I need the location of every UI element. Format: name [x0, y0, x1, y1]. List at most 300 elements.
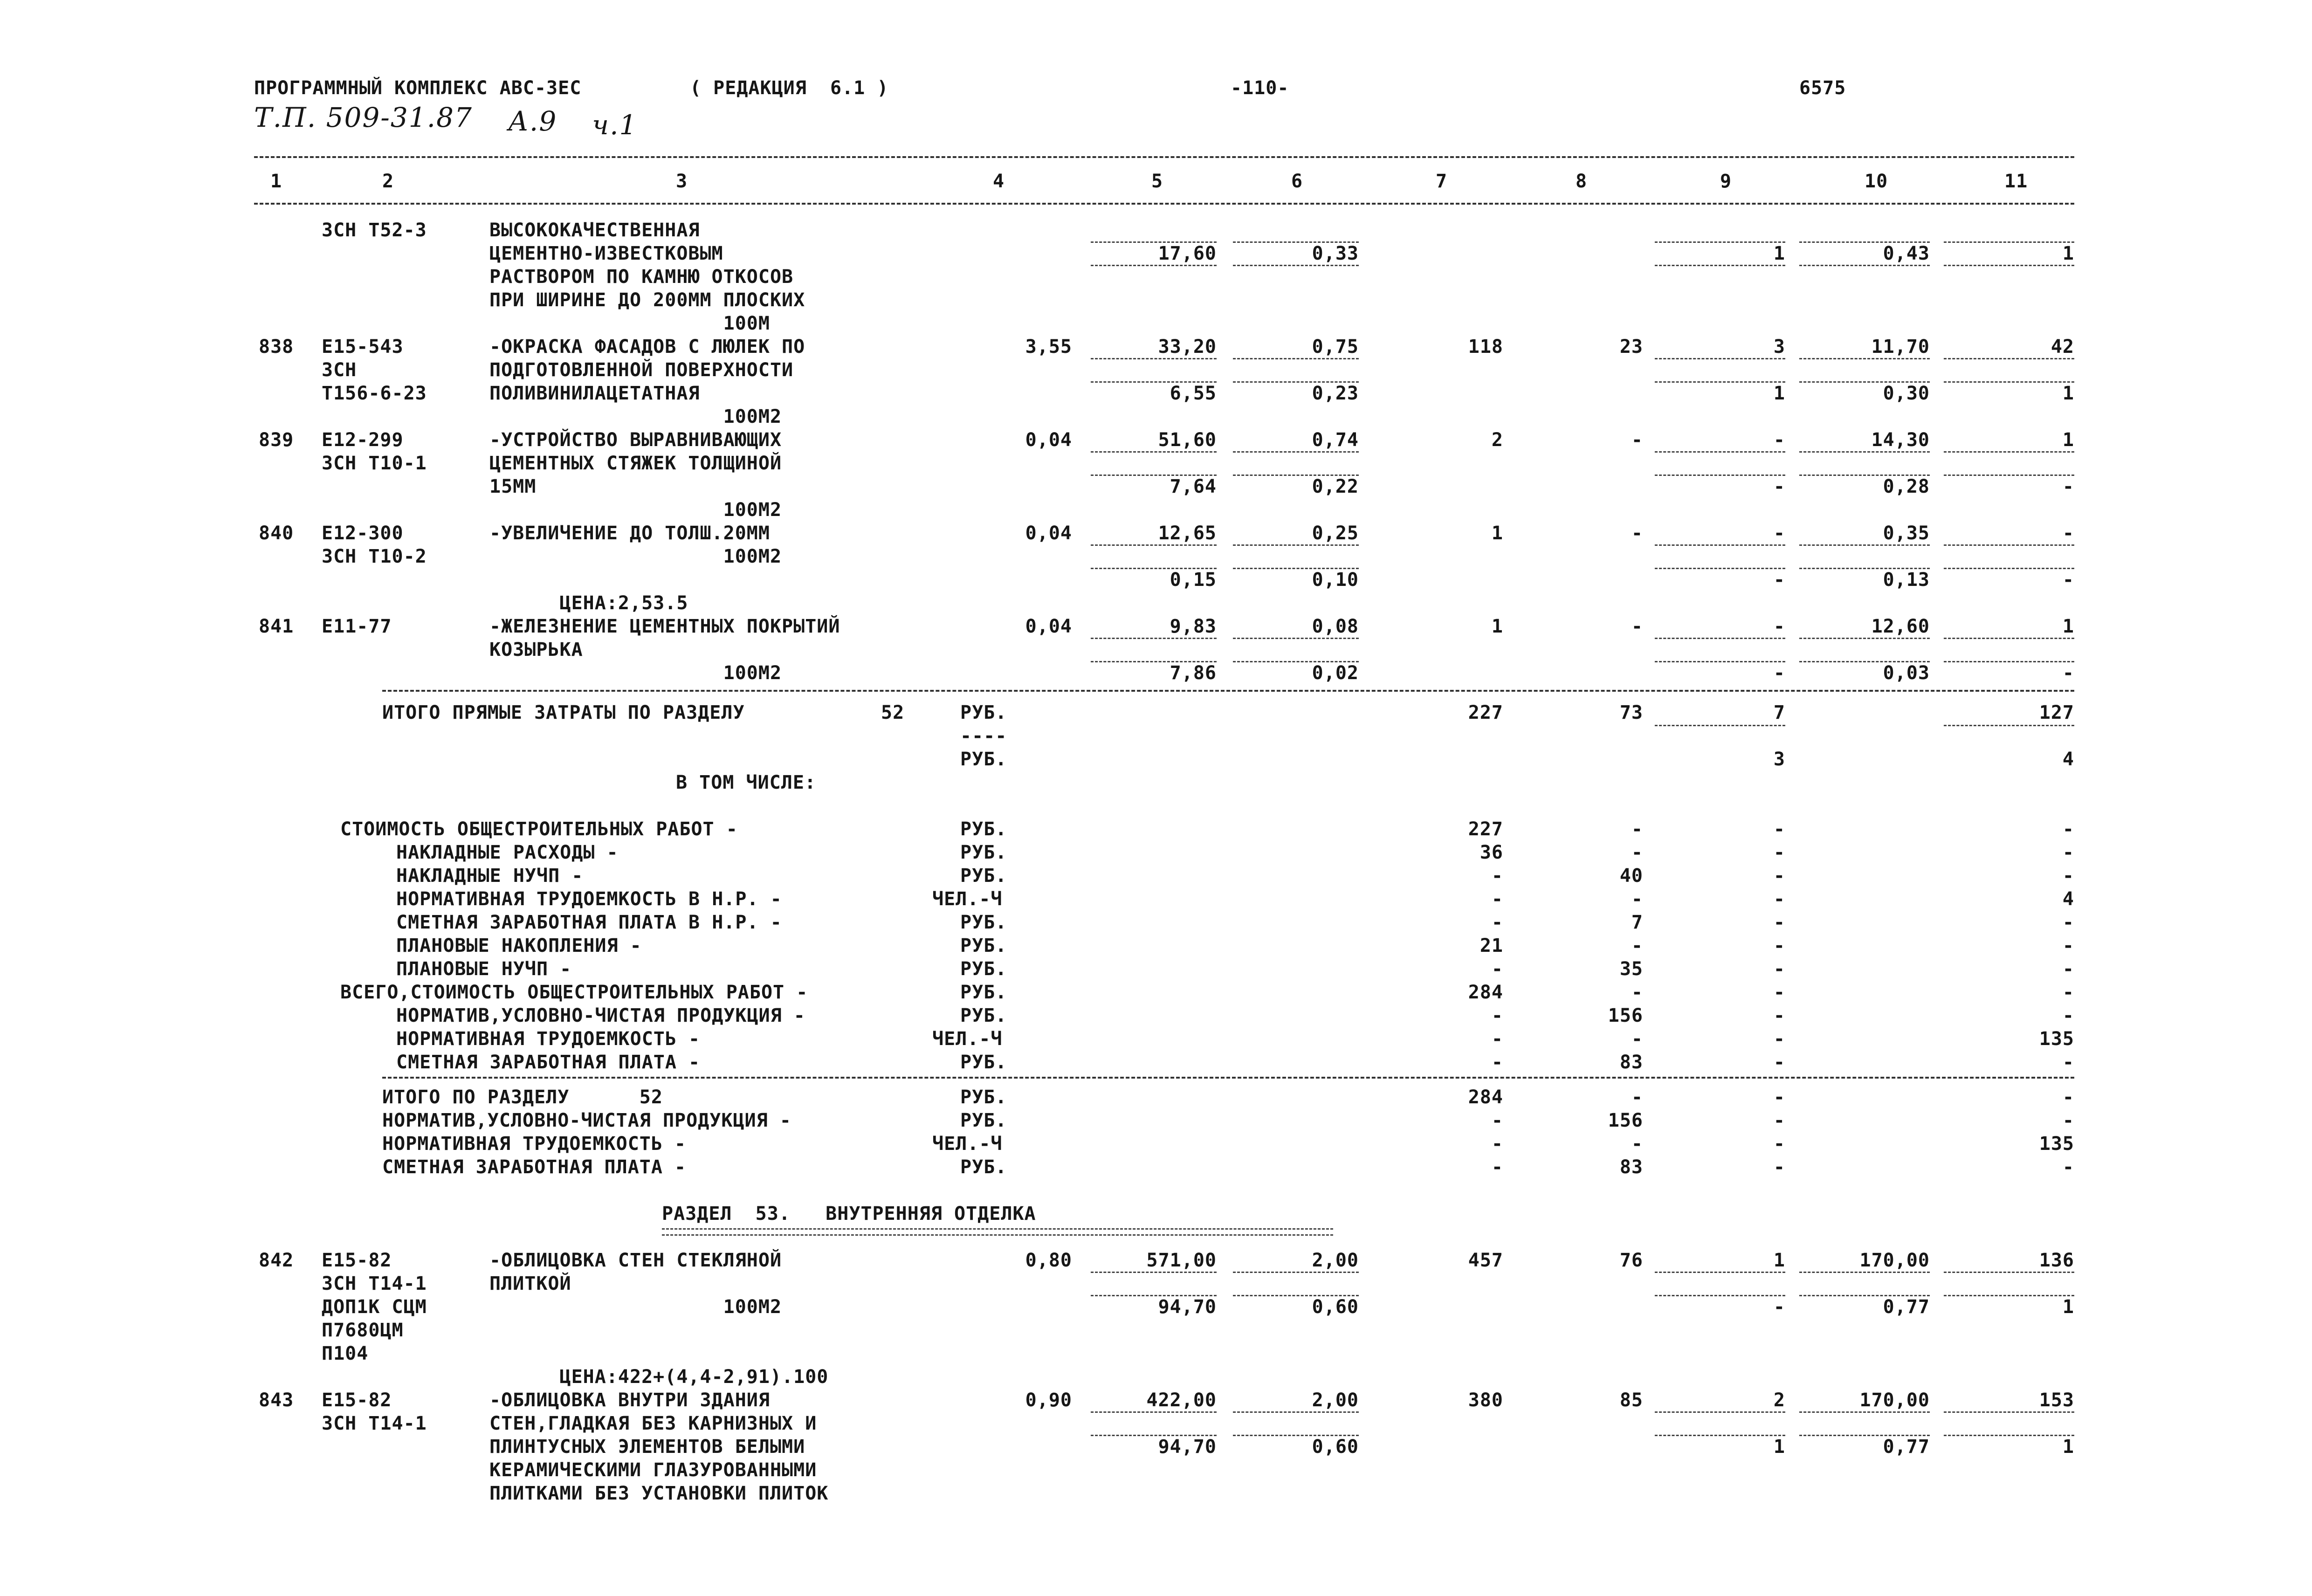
unit-label: РУБ.	[960, 702, 1007, 723]
item2-col3: 100М2	[489, 1296, 782, 1318]
cell-separator	[1944, 358, 2074, 359]
item-col2: Е15-543	[322, 336, 404, 358]
item-col6: 0,08	[1312, 616, 1359, 637]
cell-separator	[1233, 1295, 1359, 1296]
direct-costs-value: 3	[1773, 749, 1785, 770]
item-col3: 100М2	[489, 499, 782, 521]
breakdown-value: 227	[1468, 819, 1503, 840]
cell-separator	[1655, 381, 1785, 383]
item2-col7: 457	[1468, 1250, 1503, 1271]
item2-col4: 0,90	[1025, 1390, 1072, 1411]
breakdown-value: 21	[1479, 935, 1503, 956]
item-col3: -УСТРОЙСТВО ВЫРАВНИВАЮЩИХ	[489, 429, 782, 451]
item2-col10: 170,00	[1859, 1390, 1930, 1411]
breakdown-value: -	[1773, 912, 1785, 933]
direct-costs-section: 52	[881, 702, 905, 723]
cell-separator	[1799, 381, 1930, 383]
dash-marker: ----	[960, 725, 1007, 747]
breakdown-value: 7	[1631, 912, 1643, 933]
column-header: 5	[1151, 171, 1163, 192]
cell-separator	[1233, 1435, 1359, 1436]
item2-col6: 0,60	[1312, 1296, 1359, 1318]
cell-separator	[1233, 1272, 1359, 1273]
breakdown-label: НАКЛАДНЫЕ НУЧП -	[396, 865, 584, 887]
breakdown-value: -	[2062, 819, 2074, 840]
breakdown-value: -	[1773, 842, 1785, 863]
item2-col2: Е15-82	[322, 1250, 392, 1271]
cell-separator	[1233, 358, 1359, 359]
cell-separator	[1799, 1295, 1930, 1296]
item2-col1: 843	[259, 1390, 294, 1411]
item-col9: -	[1773, 429, 1785, 451]
column-header: 11	[2004, 171, 2028, 192]
item-col9: 3	[1773, 336, 1785, 358]
unit-label: РУБ.	[960, 1110, 1007, 1131]
cell-separator	[1944, 1272, 2074, 1273]
item-col11: 1	[2062, 616, 2074, 637]
item-col8: -	[1631, 523, 1643, 544]
item2-col5: 94,70	[1158, 1296, 1217, 1318]
item-col1: 838	[259, 336, 294, 358]
item-col3: 100М2	[489, 546, 782, 567]
section-total-value: 135	[2039, 1133, 2074, 1155]
item-col7: 1	[1491, 523, 1503, 544]
unit-label: РУБ.	[960, 749, 1007, 770]
unit-label: РУБ.	[960, 1005, 1007, 1026]
section-total-label: НОРМАТИВ,УСЛОВНО-ЧИСТАЯ ПРОДУКЦИЯ -	[382, 1110, 791, 1131]
item-col3: ПОЛИВИНИЛАЦЕТАТНАЯ	[489, 383, 700, 404]
item-col5: 6,55	[1170, 383, 1217, 404]
breakdown-label: НАКЛАДНЫЕ РАСХОДЫ -	[396, 842, 619, 863]
item-col5: 12,65	[1158, 523, 1217, 544]
unit-label: РУБ.	[960, 1052, 1007, 1073]
breakdown-value: 4	[2062, 888, 2074, 910]
item-col2: Е12-300	[322, 523, 404, 544]
unit-label: РУБ.	[960, 819, 1007, 840]
cell-separator	[1091, 1272, 1217, 1273]
breakdown-value: -	[2062, 982, 2074, 1003]
unit-label: РУБ.	[960, 1087, 1007, 1108]
item-col6: 0,33	[1312, 243, 1359, 264]
item-col3: 100М2	[489, 662, 782, 684]
item-col11: -	[2062, 523, 2074, 544]
cell-separator	[1655, 725, 1785, 726]
unit-label: РУБ.	[960, 865, 1007, 887]
breakdown-label: ПЛАНОВЫЕ НАКОПЛЕНИЯ -	[396, 935, 642, 956]
item-col3: ЦЕНА:2,53.5	[489, 592, 688, 614]
item2-col11: 153	[2039, 1390, 2074, 1411]
breakdown-value: -	[1631, 935, 1643, 956]
breakdown-value: -	[1773, 1028, 1785, 1050]
item2-col3: ПЛИНТУСНЫХ ЭЛЕМЕНТОВ БЕЛЫМИ	[489, 1436, 805, 1458]
section-total-value: -	[1773, 1133, 1785, 1155]
section-total-label: ИТОГО ПО РАЗДЕЛУ 52	[382, 1087, 663, 1108]
item2-col8: 76	[1619, 1250, 1643, 1271]
cell-separator	[1799, 1272, 1930, 1273]
item-col10: 12,60	[1871, 616, 1930, 637]
breakdown-value: -	[2062, 842, 2074, 863]
item-col2: ЗСН Т10-1	[322, 453, 427, 474]
breakdown-label: СМЕТНАЯ ЗАРАБОТНАЯ ПЛАТА -	[396, 1052, 701, 1073]
unit-label: РУБ.	[960, 1156, 1007, 1178]
column-header: 1	[270, 171, 282, 192]
column-header: 9	[1720, 171, 1732, 192]
cell-separator	[1655, 1411, 1785, 1413]
cell-separator	[1233, 381, 1359, 383]
cell-separator	[1799, 475, 1930, 476]
breakdown-value: 156	[1608, 1005, 1643, 1026]
unit-label: РУБ.	[960, 842, 1007, 863]
section-title: РАЗДЕЛ 53. ВНУТРЕННЯЯ ОТДЕЛКА	[662, 1203, 1036, 1225]
page-number: -110-	[1231, 77, 1289, 99]
item-col10: 0,13	[1883, 569, 1930, 591]
cell-separator	[1799, 638, 1930, 639]
unit-label: РУБ.	[960, 982, 1007, 1003]
item2-col9: 1	[1773, 1250, 1785, 1271]
cell-separator	[1091, 638, 1217, 639]
cell-separator	[1655, 568, 1785, 569]
cell-separator	[1091, 568, 1217, 569]
item-col3: РАСТВОРОМ ПО КАМНЮ ОТКОСОВ	[489, 266, 794, 288]
handwritten-album: А.9	[508, 105, 557, 137]
section-total-value: -	[1773, 1110, 1785, 1131]
column-header: 7	[1436, 171, 1448, 192]
item-col1: 841	[259, 616, 294, 637]
cell-separator	[1944, 661, 2074, 662]
breakdown-value: -	[2062, 1052, 2074, 1073]
cell-separator	[1944, 1411, 2074, 1413]
item2-col3: ЦЕНА:422+(4,4-2,91).100	[489, 1366, 829, 1388]
direct-costs-label: ИТОГО ПРЯМЫЕ ЗАТРАТЫ ПО РАЗДЕЛУ	[382, 702, 745, 723]
cell-separator	[1233, 451, 1359, 453]
item2-col10: 0,77	[1883, 1296, 1930, 1318]
item-col3: -УВЕЛИЧЕНИЕ ДО ТОЛШ.20ММ	[489, 523, 770, 544]
cell-separator	[1091, 451, 1217, 453]
breakdown-value: -	[2062, 935, 2074, 956]
breakdown-value: -	[1773, 1052, 1785, 1073]
direct-costs-value: 4	[2062, 749, 2074, 770]
cell-separator	[1655, 1272, 1785, 1273]
cell-separator	[1091, 265, 1217, 266]
breakdown-label: ВСЕГО,СТОИМОСТЬ ОБЩЕСТРОИТЕЛЬНЫХ РАБОТ -	[340, 982, 808, 1003]
breakdown-value: -	[1491, 958, 1503, 980]
item-col7: 1	[1491, 616, 1503, 637]
breakdown-value: -	[2062, 865, 2074, 887]
section-total-value: -	[1491, 1110, 1503, 1131]
item-col5: 51,60	[1158, 429, 1217, 451]
cell-separator	[1091, 475, 1217, 476]
cell-separator	[1655, 241, 1785, 243]
cell-separator	[1091, 544, 1217, 546]
direct-costs-value: 7	[1773, 702, 1785, 723]
direct-costs-value: 73	[1619, 702, 1643, 723]
item-col10: 0,30	[1883, 383, 1930, 404]
item2-col5: 571,00	[1146, 1250, 1217, 1271]
item-col5: 7,86	[1170, 662, 1217, 684]
item2-col6: 0,60	[1312, 1436, 1359, 1458]
unit-label: ЧЕЛ.-Ч	[932, 1133, 1003, 1155]
column-header: 3	[676, 171, 688, 192]
item-col11: 1	[2062, 243, 2074, 264]
column-header: 2	[382, 171, 394, 192]
cell-separator	[1944, 241, 2074, 243]
breakdown-value: -	[1491, 865, 1503, 887]
cell-separator	[1655, 451, 1785, 453]
cell-separator	[1091, 241, 1217, 243]
breakdown-label: НОРМАТИВ,УСЛОВНО-ЧИСТАЯ ПРОДУКЦИЯ -	[396, 1005, 805, 1026]
item-col6: 0,10	[1312, 569, 1359, 591]
breakdown-label: ПЛАНОВЫЕ НУЧП -	[396, 958, 572, 980]
breakdown-value: -	[1773, 865, 1785, 887]
document-number: 6575	[1799, 77, 1846, 99]
edition-label: ( РЕДАКЦИЯ 6.1 )	[690, 77, 889, 99]
cell-separator	[1091, 661, 1217, 662]
item-col9: -	[1773, 476, 1785, 497]
breakdown-value: -	[1491, 1005, 1503, 1026]
cell-separator	[1655, 475, 1785, 476]
breakdown-value: -	[1491, 1052, 1503, 1073]
cell-separator	[1944, 1295, 2074, 1296]
breakdown-value: -	[1773, 958, 1785, 980]
item2-col2: ДОП1К СЦМ	[322, 1296, 427, 1318]
breakdown-value: -	[1631, 1028, 1643, 1050]
cell-separator	[1944, 568, 2074, 569]
item2-col2: П104	[322, 1343, 369, 1364]
item-col7: 2	[1491, 429, 1503, 451]
section-total-value: -	[2062, 1110, 2074, 1131]
item2-col11: 136	[2039, 1250, 2074, 1271]
item2-col2: ЗСН Т14-1	[322, 1413, 427, 1434]
item-col6: 0,02	[1312, 662, 1359, 684]
item-col3: КОЗЫРЬКА	[489, 639, 583, 660]
cell-separator	[1799, 1411, 1930, 1413]
breakdown-value: -	[2062, 1005, 2074, 1026]
breakdown-rule	[382, 1077, 2074, 1079]
breakdown-label: НОРМАТИВНАЯ ТРУДОЕМКОСТЬ -	[396, 1028, 701, 1050]
cell-separator	[1799, 241, 1930, 243]
cell-separator	[1944, 381, 2074, 383]
unit-label: РУБ.	[960, 958, 1007, 980]
breakdown-value: 40	[1619, 865, 1643, 887]
cell-separator	[1233, 661, 1359, 662]
item-col3: 15ММ	[489, 476, 537, 497]
breakdown-value: 284	[1468, 982, 1503, 1003]
cell-separator	[1091, 358, 1217, 359]
section-total-value: -	[2062, 1156, 2074, 1178]
unit-label: РУБ.	[960, 912, 1007, 933]
item2-col10: 0,77	[1883, 1436, 1930, 1458]
item-col7: 118	[1468, 336, 1503, 358]
item-col10: 0,28	[1883, 476, 1930, 497]
item-col3: -ОКРАСКА ФАСАДОВ С ЛЮЛЕК ПО	[489, 336, 805, 358]
breakdown-value: -	[1491, 912, 1503, 933]
cell-separator	[1944, 265, 2074, 266]
item-col2: Е12-299	[322, 429, 404, 451]
item-col6: 0,25	[1312, 523, 1359, 544]
item2-col10: 170,00	[1859, 1250, 1930, 1271]
cell-separator	[1091, 1295, 1217, 1296]
cell-separator	[1799, 544, 1930, 546]
item2-col6: 2,00	[1312, 1250, 1359, 1271]
cell-separator	[1655, 544, 1785, 546]
item2-col2: Е15-82	[322, 1390, 392, 1411]
breakdown-label: НОРМАТИВНАЯ ТРУДОЕМКОСТЬ В Н.Р. -	[396, 888, 782, 910]
cell-separator	[1655, 638, 1785, 639]
item-col5: 17,60	[1158, 243, 1217, 264]
breakdown-value: -	[1491, 1028, 1503, 1050]
item-col3: 100М2	[489, 406, 782, 427]
item-col9: 1	[1773, 243, 1785, 264]
item-col6: 0,74	[1312, 429, 1359, 451]
section-total-value: -	[1773, 1156, 1785, 1178]
item2-col3: -ОБЛИЦОВКА ВНУТРИ ЗДАНИЯ	[489, 1390, 770, 1411]
breakdown-value: 83	[1619, 1052, 1643, 1073]
item-col3: ПРИ ШИРИНЕ ДО 200ММ ПЛОСКИХ	[489, 289, 805, 311]
item-col10: 0,43	[1883, 243, 1930, 264]
breakdown-value: -	[1773, 819, 1785, 840]
cell-separator	[1944, 638, 2074, 639]
cell-separator	[1655, 661, 1785, 662]
cell-separator	[1944, 1435, 2074, 1436]
cell-separator	[1091, 1435, 1217, 1436]
cell-separator	[1655, 1295, 1785, 1296]
cell-separator	[1799, 265, 1930, 266]
item-col3: ЦЕМЕНТНО-ИЗВЕСТКОВЫМ	[489, 243, 723, 264]
unit-label: РУБ.	[960, 935, 1007, 956]
item-col9: -	[1773, 523, 1785, 544]
section-total-label: СМЕТНАЯ ЗАРАБОТНАЯ ПЛАТА -	[382, 1156, 687, 1178]
cell-separator	[1944, 725, 2074, 726]
item-col3: ВЫСОКОКАЧЕСТВЕННАЯ	[489, 220, 700, 241]
breakdown-label: СТОИМОСТЬ ОБЩЕСТРОИТЕЛЬНЫХ РАБОТ -	[340, 819, 738, 840]
item-col6: 0,23	[1312, 383, 1359, 404]
section-total-value: 284	[1468, 1087, 1503, 1108]
breakdown-value: -	[1773, 1005, 1785, 1026]
breakdown-value: -	[1491, 888, 1503, 910]
item2-col4: 0,80	[1025, 1250, 1072, 1271]
item-col4: 0,04	[1025, 523, 1072, 544]
item2-col2: П7680ЦМ	[322, 1320, 404, 1341]
unit-label: ЧЕЛ.-Ч	[932, 888, 1003, 910]
section-total-value: -	[1631, 1133, 1643, 1155]
item-col11: 1	[2062, 383, 2074, 404]
breakdown-value: 135	[2039, 1028, 2074, 1050]
section-total-value: 83	[1619, 1156, 1643, 1178]
cell-separator	[1233, 241, 1359, 243]
item-col11: -	[2062, 476, 2074, 497]
direct-costs-value: 127	[2039, 702, 2074, 723]
cell-separator	[1655, 265, 1785, 266]
unit-label: ЧЕЛ.-Ч	[932, 1028, 1003, 1050]
item-col4: 3,55	[1025, 336, 1072, 358]
cell-separator	[1655, 358, 1785, 359]
item2-col11: 1	[2062, 1436, 2074, 1458]
section-total-value: -	[1631, 1087, 1643, 1108]
item-col2: ЗСН Т52-3	[322, 220, 427, 241]
header-bottom-rule	[254, 203, 2074, 205]
column-header: 8	[1576, 171, 1588, 192]
column-header: 6	[1291, 171, 1303, 192]
item2-col3: -ОБЛИЦОВКА СТЕН СТЕКЛЯНОЙ	[489, 1250, 782, 1271]
program-title: ПРОГРАММНЫЙ КОМПЛЕКС АВС-ЗЕС	[254, 77, 582, 99]
cell-separator	[1944, 451, 2074, 453]
cell-separator	[1799, 661, 1930, 662]
item-col8: -	[1631, 616, 1643, 637]
section-total-value: -	[1773, 1087, 1785, 1108]
item-col10: 0,03	[1883, 662, 1930, 684]
item2-col9: 1	[1773, 1436, 1785, 1458]
item2-col9: -	[1773, 1296, 1785, 1318]
item2-col6: 2,00	[1312, 1390, 1359, 1411]
section-total-value: -	[2062, 1087, 2074, 1108]
cell-separator	[1233, 475, 1359, 476]
item-col2: Е11-77	[322, 616, 392, 637]
cell-separator	[1799, 451, 1930, 453]
cell-separator	[1233, 265, 1359, 266]
cell-separator	[1944, 544, 2074, 546]
item-col3: 100М	[489, 313, 770, 334]
item-col6: 0,75	[1312, 336, 1359, 358]
item-col11: -	[2062, 662, 2074, 684]
item-col5: 9,83	[1170, 616, 1217, 637]
item-col2: ЗСН	[322, 359, 357, 381]
item2-col9: 2	[1773, 1390, 1785, 1411]
table-top-rule	[254, 156, 2074, 158]
item2-col3: ПЛИТКАМИ БЕЗ УСТАНОВКИ ПЛИТОК	[489, 1483, 829, 1504]
cell-separator	[1655, 1435, 1785, 1436]
cell-separator	[1091, 381, 1217, 383]
breakdown-value: 36	[1479, 842, 1503, 863]
breakdown-value: -	[1631, 819, 1643, 840]
item2-col11: 1	[2062, 1296, 2074, 1318]
item2-col3: КЕРАМИЧЕСКИМИ ГЛАЗУРОВАННЫМИ	[489, 1459, 817, 1481]
item-col11: 42	[2051, 336, 2074, 358]
section-total-value: -	[1491, 1133, 1503, 1155]
item-col4: 0,04	[1025, 429, 1072, 451]
item2-col7: 380	[1468, 1390, 1503, 1411]
item-col3: ЦЕМЕНТНЫХ СТЯЖЕК ТОЛЩИНОЙ	[489, 453, 782, 474]
breakdown-value: -	[2062, 958, 2074, 980]
cell-separator	[1944, 475, 2074, 476]
item-col8: -	[1631, 429, 1643, 451]
cell-separator	[1233, 568, 1359, 569]
item-col3: -ЖЕЛЕЗНЕНИЕ ЦЕМЕНТНЫХ ПОКРЫТИЙ	[489, 616, 840, 637]
item-col5: 33,20	[1158, 336, 1217, 358]
section-total-value: -	[1491, 1156, 1503, 1178]
item2-col3: СТЕН,ГЛАДКАЯ БЕЗ КАРНИЗНЫХ И	[489, 1413, 817, 1434]
column-header: 4	[993, 171, 1005, 192]
item-col9: -	[1773, 569, 1785, 591]
breakdown-value: -	[1773, 935, 1785, 956]
cell-separator	[1091, 1411, 1217, 1413]
item-col10: 0,35	[1883, 523, 1930, 544]
breakdown-value: -	[1773, 982, 1785, 1003]
section-title-underline	[662, 1228, 1333, 1236]
breakdown-value: 35	[1619, 958, 1643, 980]
item2-col8: 85	[1619, 1390, 1643, 1411]
item-col9: -	[1773, 616, 1785, 637]
item-col3: ПОДГОТОВЛЕННОЙ ПОВЕРХНОСТИ	[489, 359, 794, 381]
item-col9: 1	[1773, 383, 1785, 404]
breakdown-value: -	[1631, 888, 1643, 910]
item-col1: 840	[259, 523, 294, 544]
handwritten-part: ч.1	[592, 109, 638, 141]
item2-col2: ЗСН Т14-1	[322, 1273, 427, 1294]
item-col10: 11,70	[1871, 336, 1930, 358]
breakdown-value: -	[1631, 842, 1643, 863]
item-col9: -	[1773, 662, 1785, 684]
breakdown-value: -	[2062, 912, 2074, 933]
